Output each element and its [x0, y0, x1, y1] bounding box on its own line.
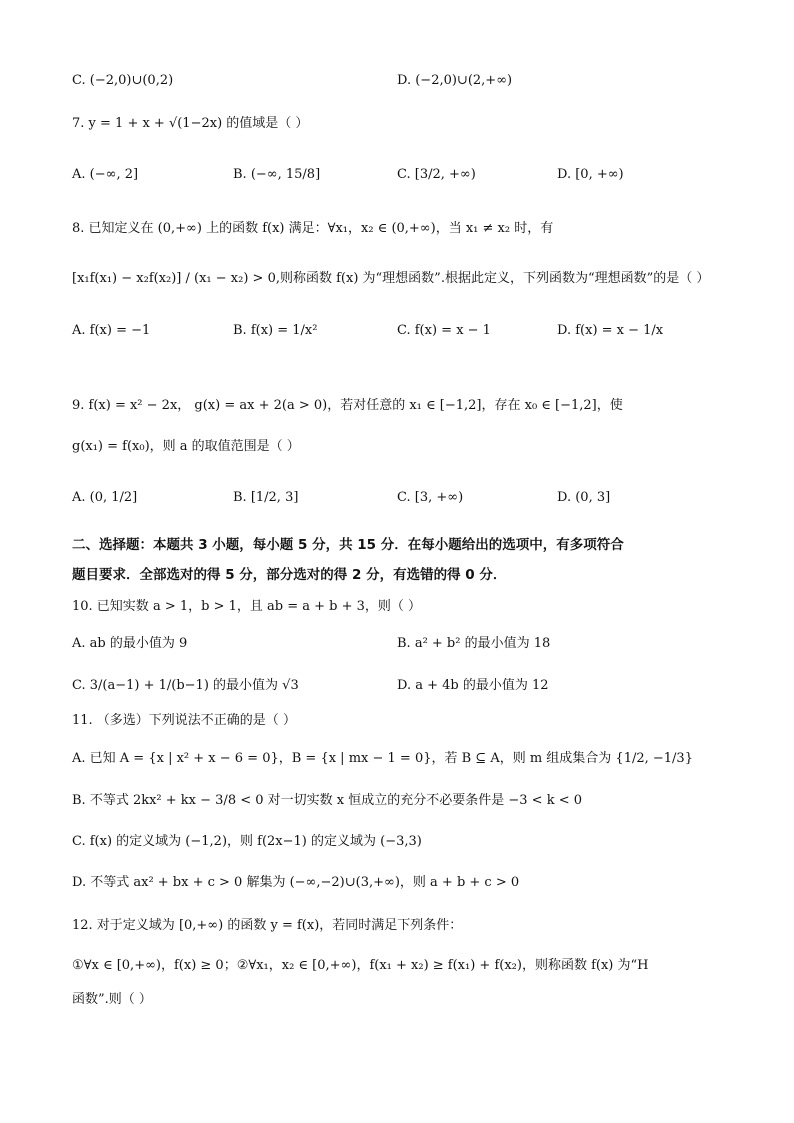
q10-option-a: A. ab 的最小值为 9: [72, 636, 188, 651]
q6-option-d: D. (−2,0)∪(2,+∞): [397, 73, 513, 88]
q8-stem-line1: 8. 已知定义在 (0,+∞) 上的函数 f(x) 满足：∀x₁，x₂ ∈ (0,+∞)，当 x₁ ≠ x₂ 时，有: [72, 221, 554, 236]
q9-stem-line2: g(x₁) = f(x₀)，则 a 的取值范围是（ ）: [72, 439, 300, 454]
q12-stem-line2: ①∀x ∈ [0,+∞)，f(x) ≥ 0；②∀x₁，x₂ ∈ [0,+∞)，f(x₁ + x₂) ≥ f(x₁) + f(x₂)，则称函数 f(x) 为“H: [72, 958, 649, 973]
q7-option-c: C. [3/2, +∞): [397, 167, 476, 182]
q11-option-a: A. 已知 A = {x | x² + x − 6 = 0}，B = {x | mx − 1 = 0}，若 B ⊆ A，则 m 组成集合为 {1/2, −1/3}: [72, 751, 693, 766]
q10-option-d: D. a + 4b 的最小值为 12: [397, 678, 549, 693]
q11-option-c: C. f(x) 的定义域为 (−1,2)，则 f(2x−1) 的定义域为 (−3,3): [72, 834, 422, 849]
q12-stem-line1: 12. 对于定义域为 [0,+∞) 的函数 y = f(x)，若同时满足下列条件：: [72, 918, 463, 933]
q10-option-b: B. a² + b² 的最小值为 18: [397, 636, 551, 651]
q8-option-a: A. f(x) = −1: [72, 323, 151, 338]
q11-option-b: B. 不等式 2kx² + kx − 3/8 < 0 对一切实数 x 恒成立的充分不必要条件是 −3 < k < 0: [72, 793, 583, 808]
q10-stem: 10. 已知实数 a > 1，b > 1，且 ab = a + b + 3，则（ ）: [72, 599, 422, 614]
q7-option-a: A. (−∞, 2]: [72, 167, 139, 182]
q9-stem-line1: 9. f(x) = x² − 2x， g(x) = ax + 2(a > 0)，若对任意的 x₁ ∈ [−1,2]，存在 x₀ ∈ [−1,2]，使: [72, 398, 623, 413]
q9-option-c: C. [3, +∞): [397, 490, 464, 505]
q6-option-c: C. (−2,0)∪(0,2): [72, 73, 174, 88]
q8-option-c: C. f(x) = x − 1: [397, 323, 491, 338]
q11-stem: 11. （多选）下列说法不正确的是（ ）: [72, 713, 296, 728]
q8-option-b: B. f(x) = 1/x²: [233, 323, 318, 338]
q9-option-d: D. (0, 3]: [557, 490, 611, 505]
q9-option-a: A. (0, 1/2]: [72, 490, 138, 505]
q7-option-b: B. (−∞, 15/8]: [233, 167, 321, 182]
q12-stem-line3: 函数”.则（ ）: [72, 992, 152, 1007]
q9-option-b: B. [1/2, 3]: [233, 490, 299, 505]
q10-option-c: C. 3/(a−1) + 1/(b−1) 的最小值为 √3: [72, 678, 299, 693]
section-2-heading-line2: 题目要求．全部选对的得 5 分，部分选对的得 2 分，有选错的得 0 分．: [72, 567, 507, 583]
q7-stem: 7. y = 1 + x + √(1−2x) 的值域是（ ）: [72, 116, 309, 131]
section-2-heading-line1: 二、选择题：本题共 3 小题，每小题 5 分，共 15 分．在每小题给出的选项中，有多项符合: [72, 537, 624, 553]
q11-option-d: D. 不等式 ax² + bx + c > 0 解集为 (−∞,−2)∪(3,+∞)，则 a + b + c > 0: [72, 875, 520, 890]
q7-option-d: D. [0, +∞): [557, 167, 624, 182]
q8-option-d: D. f(x) = x − 1/x: [557, 323, 664, 338]
q8-stem-line2: [x₁f(x₁) − x₂f(x₂)] / (x₁ − x₂) > 0,则称函数 f(x) 为“理想函数”.根据此定义，下列函数为“理想函数”的是（ ）: [72, 271, 710, 286]
